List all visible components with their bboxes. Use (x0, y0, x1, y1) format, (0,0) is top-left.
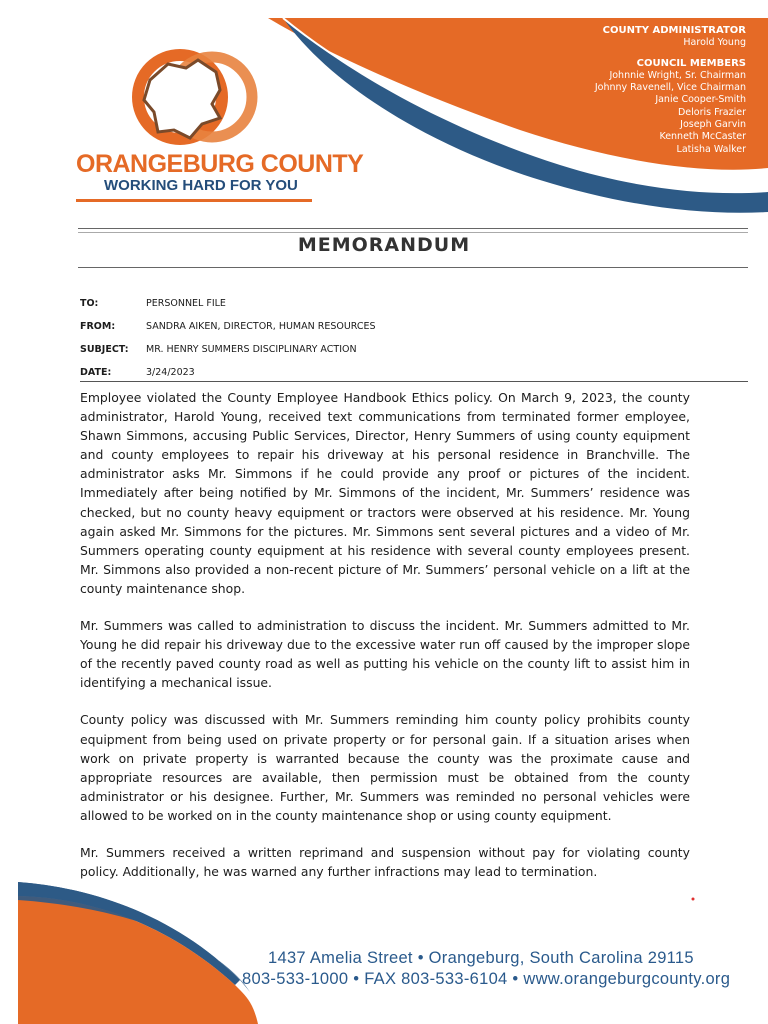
title-rule-top (78, 228, 748, 229)
council-member: Deloris Frazier (677, 106, 746, 118)
council-member: Joseph Garvin (680, 119, 746, 131)
council-member: Janie Cooper-Smith (655, 94, 746, 106)
council-member: Johnnie Wright, Sr. Chairman (609, 69, 746, 81)
field-value: SANDRA AIKEN, DIRECTOR, HUMAN RESOURCES (146, 321, 376, 332)
council-roster (595, 25, 746, 156)
administrator-heading: COUNTY ADMINISTRATOR (602, 25, 746, 36)
county-logo-icon (128, 42, 258, 152)
memo-body (80, 388, 690, 899)
field-value: PERSONNEL FILE (146, 298, 226, 309)
memo-title: MEMORANDUM (297, 234, 471, 256)
council-member: Kenneth McCaster (659, 131, 746, 143)
header-fields-divider (80, 381, 748, 382)
title-rule-top-thin (78, 232, 748, 233)
memo-paragraph: Mr. Summers received a written reprimand and suspension without pay for violating county policy. Additionally, he was warned any further infractions may lead to termination. (80, 844, 690, 880)
county-tagline: WORKING HARD FOR YOU (104, 177, 298, 194)
field-label: FROM: (80, 321, 116, 332)
memo-paragraph: County policy was discussed with Mr. Summers reminding him county policy prohibits county equipment from being used on private property or for personal gain. If a situation arises when work on private property is warranted because the county was the proximate cause and appropriate resources are available, then permission must be obtained from the county administrator or his designee. Further, Mr. Summers was reminded no personal vehicles were allowed to be worked on in the county maintenance shop or using county equipment. (80, 712, 690, 823)
memo-paragraph: Employee violated the County Employee Handbook Ethics policy. On March 9, 2023, the county administrator, Harold Young, received text communications from terminated former employee, Shawn Simmons, accusing Public Services, Director, Henry Summers of using county equipment and county employees to repair his driveway at his personal residence in Branchville. The administrator asks Mr. Simmons if he could provide any proof or pictures of the incident. Immediately after being notified by Mr. Simmons of the incident, Mr. Summers’ residence was checked, but no county heavy equipment or tractors were observed at his residence. Mr. Young again asked Mr. Simmons for the pictures. Mr. Simmons sent several pictures and a video of Mr. Summers operating county equipment at his residence with several county employees present. Mr. Simmons also provided a non-recent picture of Mr. Summers’ personal vehicle on a lift at the county maintenance shop. (80, 390, 690, 596)
field-value: 3/24/2023 (146, 367, 195, 378)
council-member: Johnny Ravenell, Vice Chairman (594, 82, 746, 94)
title-rule-bottom (78, 267, 748, 268)
field-value: MR. HENRY SUMMERS DISCIPLINARY ACTION (146, 344, 357, 355)
administrator-name: Harold Young (683, 37, 746, 49)
footer-contact: 803-533-1000 • FAX 803-533-6104 • www.orangeburgcounty.org (242, 970, 731, 988)
field-label: DATE: (80, 367, 112, 378)
county-name: ORANGEBURG COUNTY (76, 150, 364, 178)
footer-address: 1437 Amelia Street • Orangeburg, South Carolina 29115 (268, 949, 694, 967)
tagline-divider (76, 199, 312, 202)
memo-paragraph: Mr. Summers was called to administration to discuss the incident. Mr. Summers admitted to Mr. Young he did repair his driveway due to the excessive water run off caused by the improper slope of the recently paved county road as well as putting his vehicle on the county lift to assist him in identifying a mechanical issue. (80, 618, 690, 691)
council-member: Latisha Walker (676, 143, 746, 155)
field-label: SUBJECT: (80, 344, 129, 355)
footer-swoosh-graphic (0, 870, 768, 1024)
field-label: TO: (80, 298, 99, 309)
council-heading: COUNCIL MEMBERS (636, 57, 746, 69)
